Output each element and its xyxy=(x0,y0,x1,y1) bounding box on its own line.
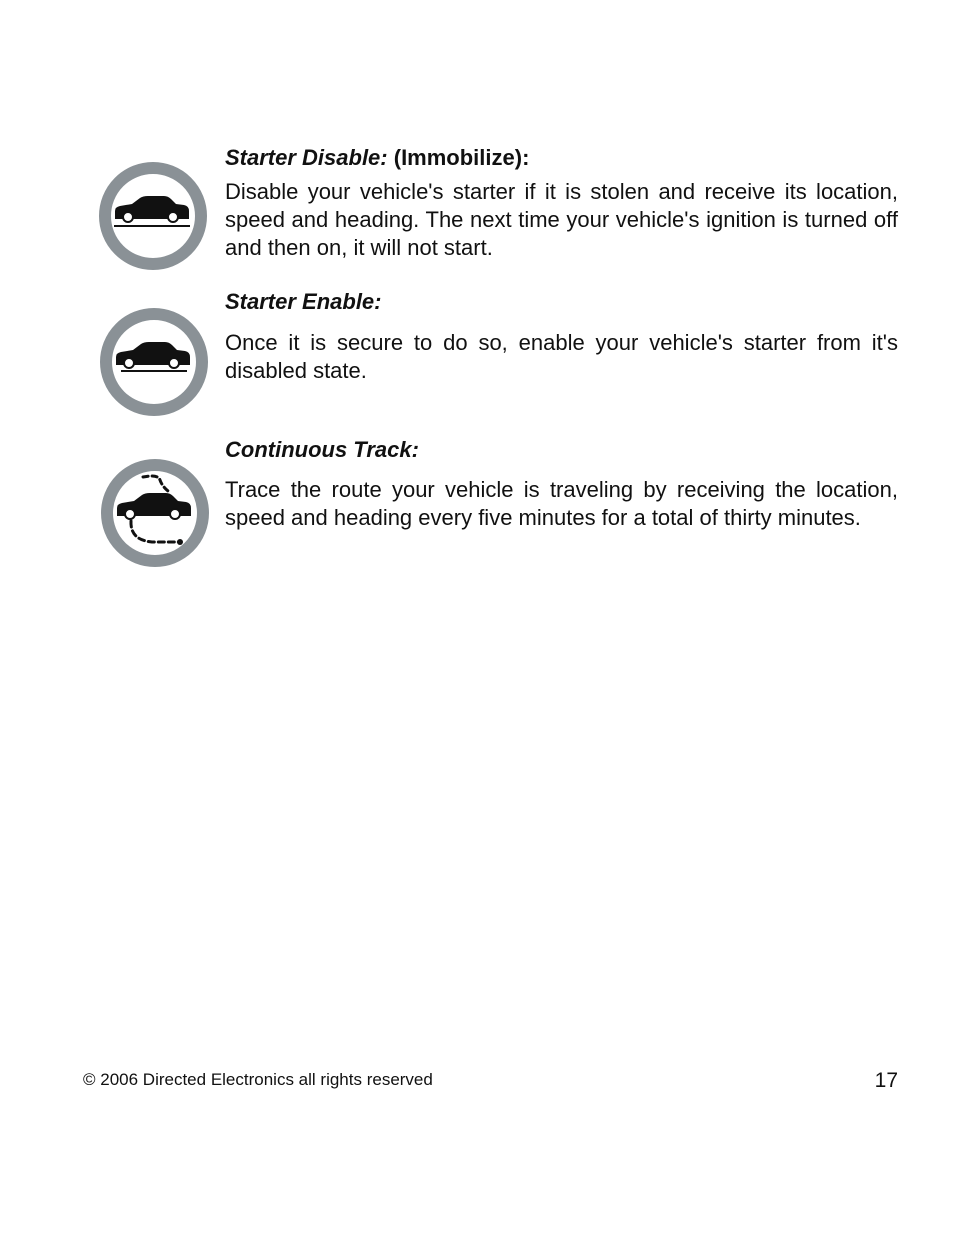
car-disabled-icon xyxy=(98,161,208,271)
section-body-starter-enable: Once it is secure to do so, enable your vehicle's starter from it's disabled state. xyxy=(225,330,898,383)
section-title-starter-enable: Starter Enable: xyxy=(225,289,382,314)
footer-copyright: © 2006 Directed Electronics all rights reserved xyxy=(83,1070,433,1089)
section-body-starter-disable: Disable your vehicle's starter if it is stolen and receive its location, speed and heading. The next time your vehicle's ignition is turned off and then on, it will not start. xyxy=(225,179,898,260)
section-title-continuous-track: Continuous Track: xyxy=(225,437,419,462)
car-enable-icon xyxy=(99,307,209,417)
page-number: 17 xyxy=(874,1069,898,1092)
section-title-starter-disable: Starter Disable: (Immobilize): xyxy=(225,145,530,170)
car-track-icon xyxy=(100,458,210,568)
section-body-continuous-track: Trace the route your vehicle is traveling by receiving the location, speed and heading every five minutes for a total of thirty minutes. xyxy=(225,477,898,530)
